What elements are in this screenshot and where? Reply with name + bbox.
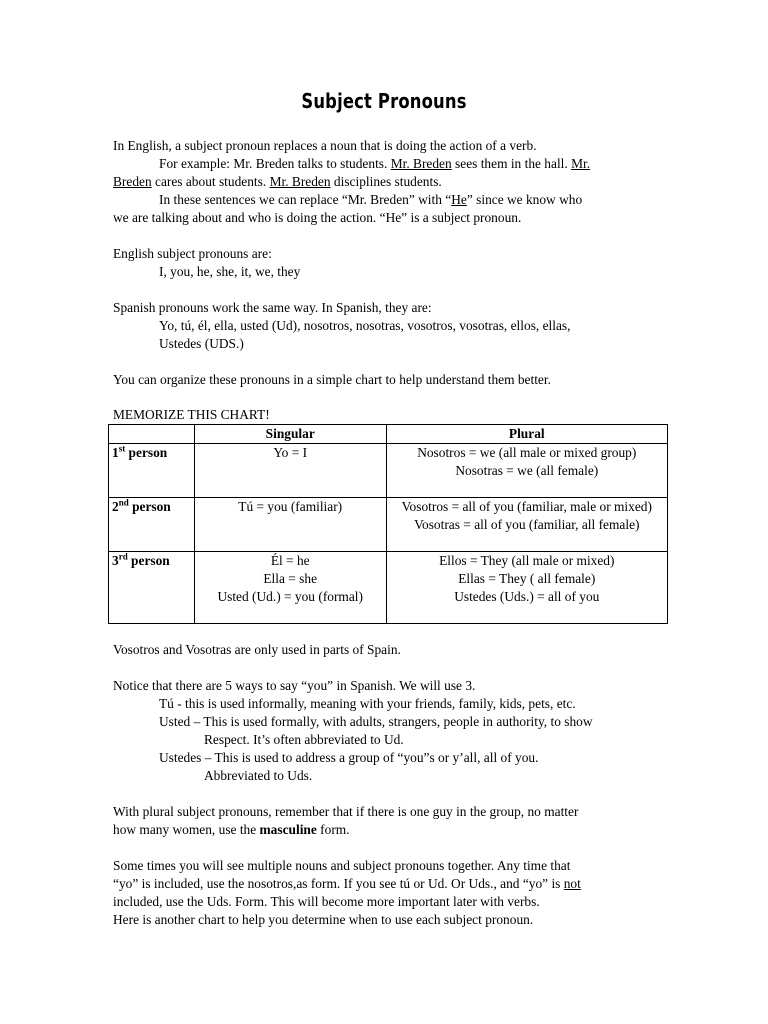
chart-row-first-person [109, 444, 668, 498]
intro-line-4 [159, 191, 582, 209]
pronoun-chart [108, 424, 668, 624]
you-usted: Usted – This is used formally, with adults, strangers, people in authority, to show [159, 714, 593, 729]
english-pronouns: I, you, he, she, it, we, they [159, 264, 301, 279]
pronoun-entry: Nosotras = we (all female) [455, 463, 599, 478]
pronoun-entry: Él = he [270, 553, 310, 568]
person-ordinal: rd [118, 551, 128, 562]
person-label [109, 552, 195, 624]
spanish-pronouns-2: Ustedes (UDS.) [159, 336, 244, 351]
pronoun-entry: Ustedes (Uds.) = all of you [454, 589, 600, 604]
intro-line-3 [113, 173, 442, 191]
chart-header-empty [109, 425, 195, 444]
plural-note-line-1: With plural subject pronouns, remember that if there is one guy in the group, no matter [113, 804, 579, 819]
chart-row-third-person [109, 552, 668, 624]
text: In these sentences we can replace “Mr. Breden” with “ [159, 192, 452, 207]
person-number: 1 [112, 445, 119, 460]
you-ustedes-cont: Abbreviated to Uds. [204, 768, 313, 783]
person-ordinal: st [118, 443, 126, 454]
person-text: person [128, 499, 171, 514]
plural-cell [386, 444, 667, 498]
pronoun-entry: Ella = she [263, 571, 318, 586]
person-ordinal: nd [118, 497, 129, 508]
text: “yo” is included, use the nosotros,as form. If you see tú or Ud. Or Uds., and “yo” is [113, 876, 564, 891]
person-text: person [125, 445, 168, 460]
chart-header-singular: Singular [194, 425, 386, 444]
plural-note-line-2 [113, 821, 350, 839]
you-usted-cont: Respect. It’s often abbreviated to Ud. [204, 732, 404, 747]
person-text: person [127, 553, 170, 568]
plural-cell [386, 498, 667, 552]
text: For example: Mr. Breden talks to students. [159, 156, 391, 171]
person-label [109, 498, 195, 552]
pronoun-entry: Yo = I [273, 445, 308, 460]
text: how many women, use the [113, 822, 260, 837]
singular-cell [194, 552, 386, 624]
underlined-text: Mr. Breden [269, 174, 331, 189]
intro-line-1: In English, a subject pronoun replaces a noun that is doing the action of a verb. [113, 138, 537, 153]
multiple-line-1: Some times you will see multiple nouns and subject pronouns together. Any time that [113, 858, 571, 873]
person-label [109, 444, 195, 498]
pronoun-entry: Ellos = They (all male or mixed) [439, 553, 615, 568]
plural-cell [386, 552, 667, 624]
pronoun-entry: Nosotros = we (all male or mixed group) [417, 445, 637, 460]
underlined-text: Breden [113, 174, 152, 189]
text: ” since we know who [466, 192, 583, 207]
chart-row-second-person [109, 498, 668, 552]
multiple-line-3: included, use the Uds. Form. This will become more important later with verbs. [113, 894, 540, 909]
vosotros-note: Vosotros and Vosotras are only used in parts of Spain. [113, 642, 401, 657]
intro-line-2 [159, 155, 590, 173]
pronoun-entry: Vosotros = all of you (familiar, male or mixed) [401, 499, 652, 514]
spanish-heading: Spanish pronouns work the same way. In Spanish, they are: [113, 300, 432, 315]
you-ustedes: Ustedes – This is used to address a group of “you”s or y’all, all of you. [159, 750, 539, 765]
singular-cell [194, 444, 386, 498]
multiple-line-2 [113, 875, 581, 893]
you-tu: Tú - this is used informally, meaning with your friends, family, kids, pets, etc. [159, 696, 576, 711]
pronoun-entry: Vosotras = all of you (familiar, all female) [414, 517, 640, 532]
organize-note: You can organize these pronouns in a simple chart to help understand them better. [113, 372, 551, 387]
you-heading: Notice that there are 5 ways to say “you” in Spanish. We will use 3. [113, 678, 476, 693]
text: sees them in the hall. [451, 156, 572, 171]
underlined-text: Mr. Breden [390, 156, 452, 171]
memorize-heading: MEMORIZE THIS CHART! [113, 407, 270, 422]
chart-header-row [109, 425, 668, 444]
intro-line-5: we are talking about and who is doing the action. “He” is a subject pronoun. [113, 210, 522, 225]
chart-header-plural: Plural [386, 425, 667, 444]
singular-cell [194, 498, 386, 552]
pronoun-entry: Ellas = They ( all female) [458, 571, 596, 586]
spanish-pronouns-1: Yo, tú, él, ella, usted (Ud), nosotros, nosotras, vosotros, vosotras, ellos, ellas, [159, 318, 571, 333]
person-number: 3 [112, 553, 119, 568]
bold-text: masculine [259, 822, 317, 837]
english-heading: English subject pronouns are: [113, 246, 272, 261]
underlined-text: Mr. [571, 156, 591, 171]
underlined-text: He [451, 192, 467, 207]
text: cares about students. [151, 174, 270, 189]
text: form. [316, 822, 350, 837]
pronoun-entry: Tú = you (familiar) [238, 499, 343, 514]
multiple-line-4: Here is another chart to help you determine when to use each subject pronoun. [113, 912, 534, 927]
page-title: Subject Pronouns [301, 89, 467, 113]
pronoun-entry: Usted (Ud.) = you (formal) [217, 589, 363, 604]
person-number: 2 [112, 499, 119, 514]
underlined-text: not [563, 876, 581, 891]
text: disciplines students. [330, 174, 442, 189]
